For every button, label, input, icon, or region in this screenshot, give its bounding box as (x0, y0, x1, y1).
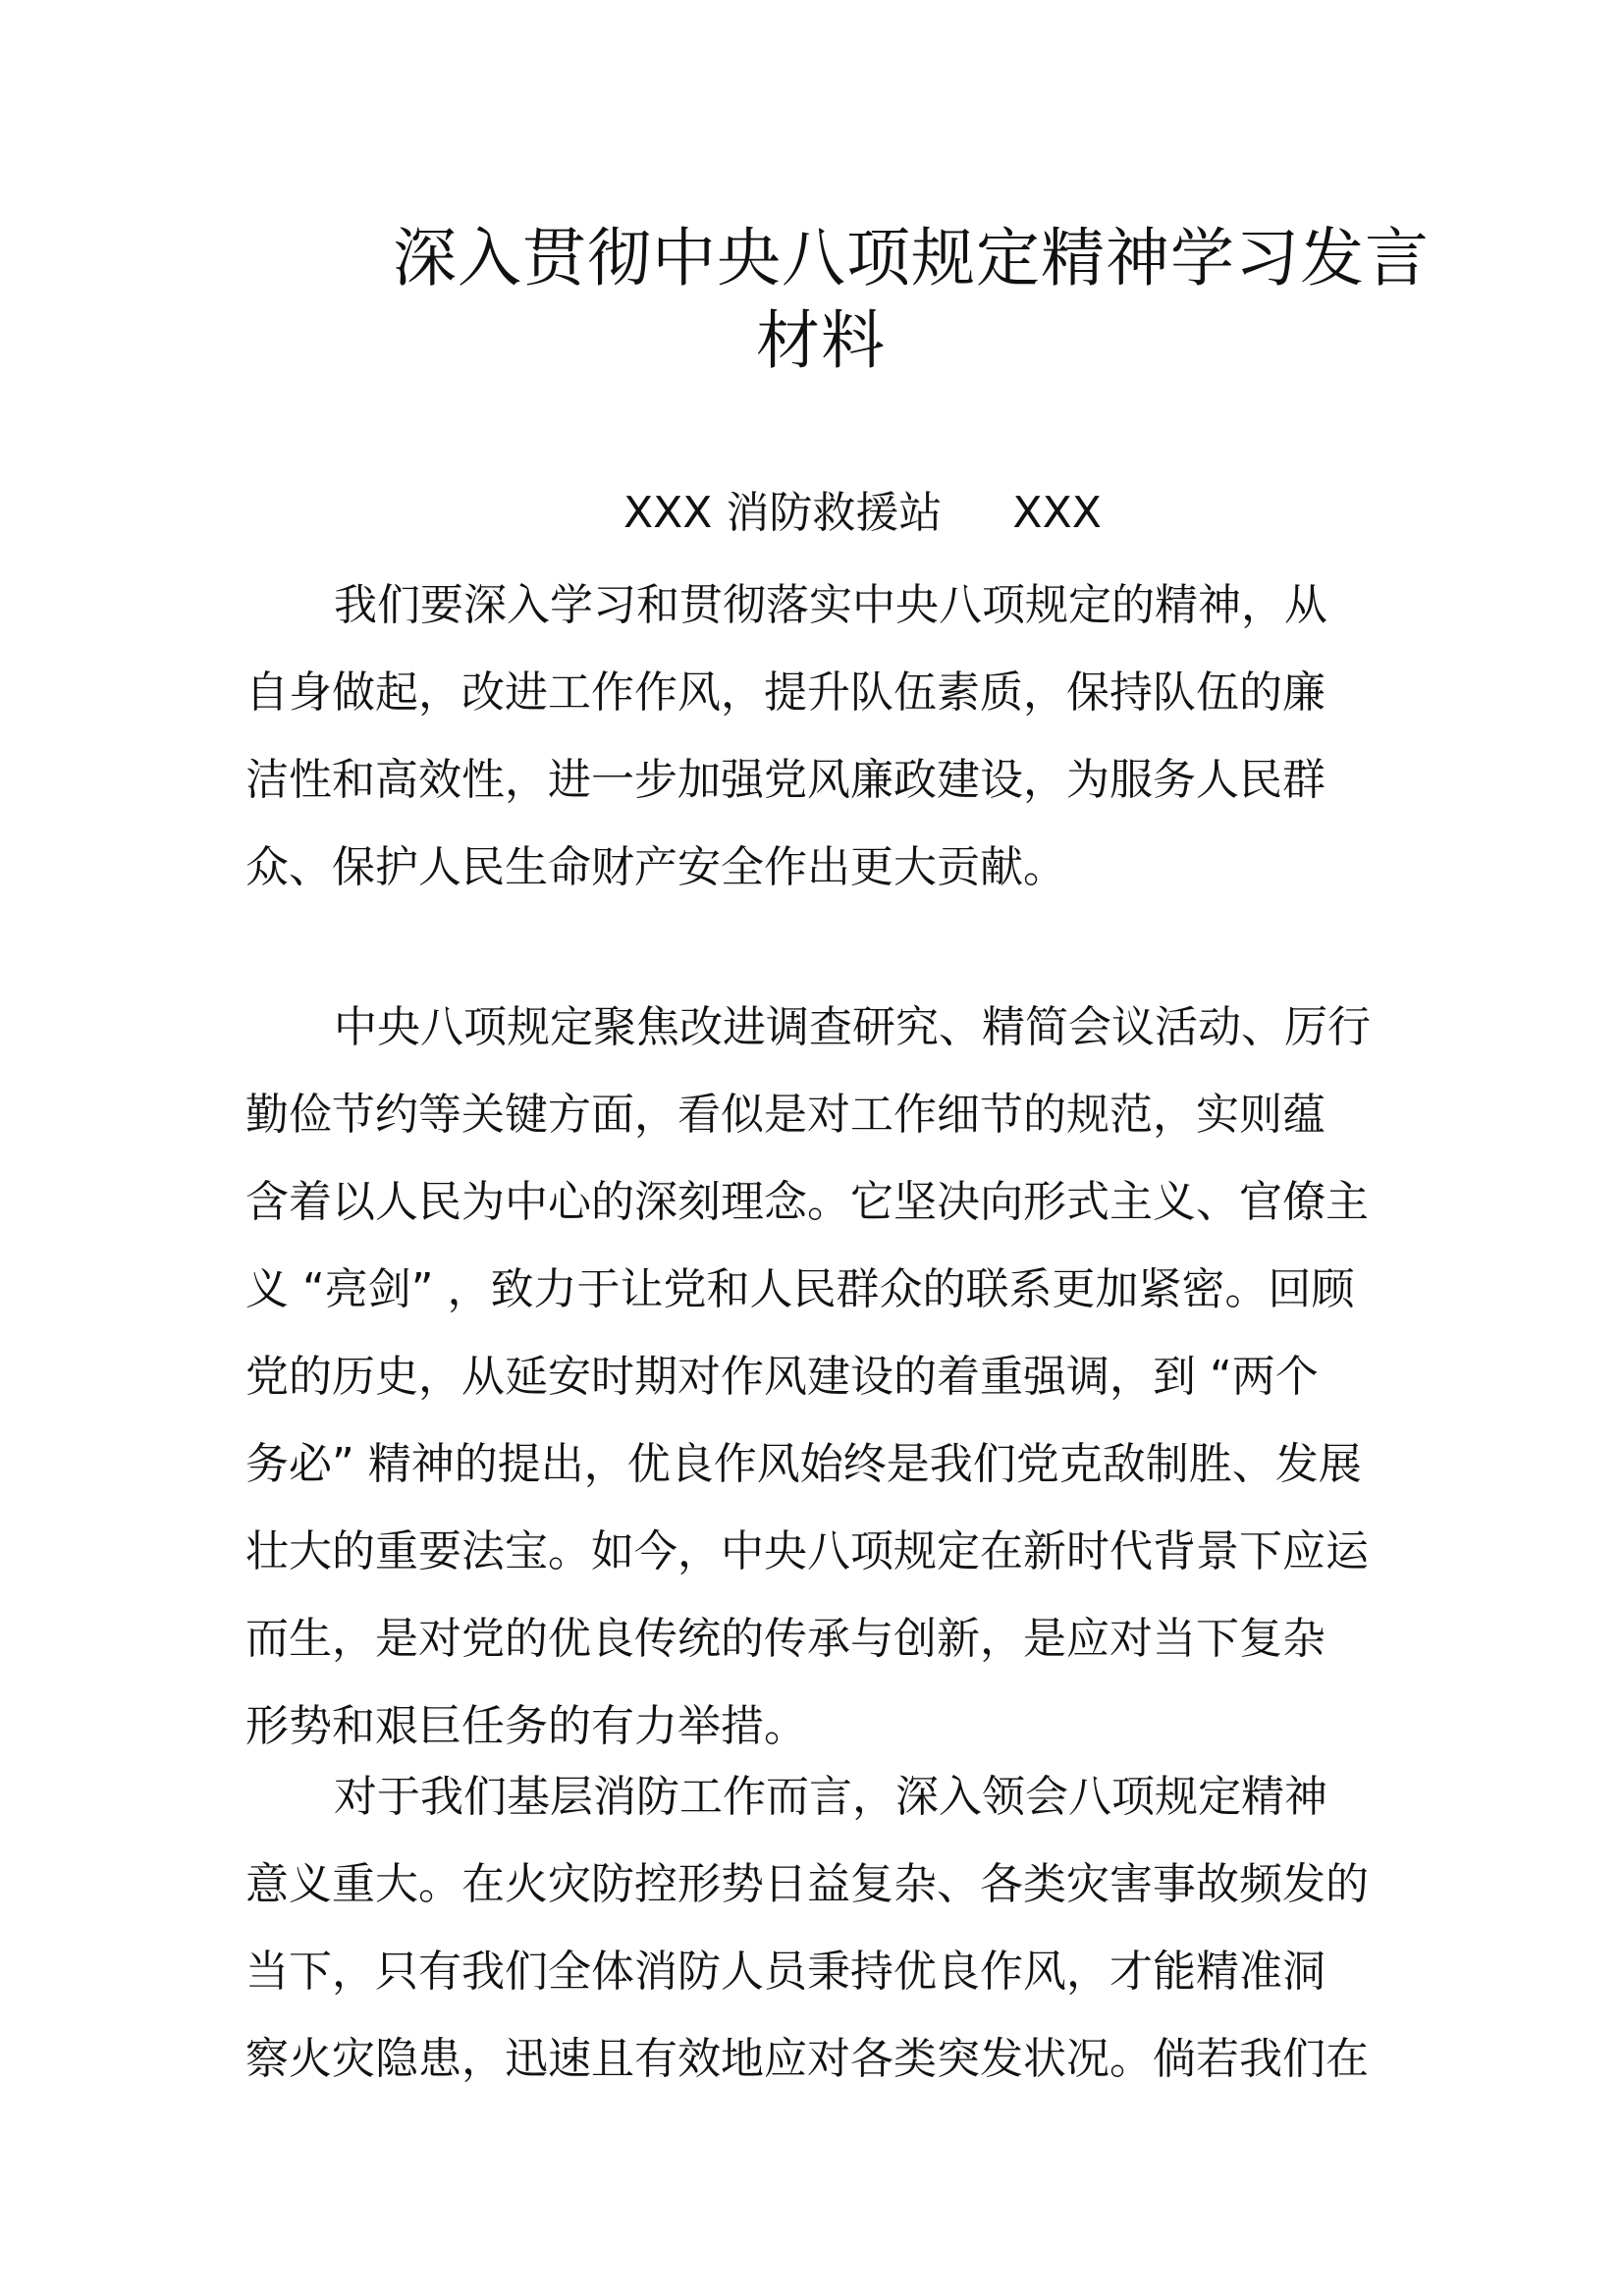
text-line: 勤俭节约等关键方面，看似是对工作细节的规范，实则蕴 (245, 1090, 1325, 1140)
text-line: 自身做起，改进工作作风，提升队伍素质，保持队伍的廉 (245, 667, 1325, 718)
text-line: 壮大的重要法宝。如今，中央八项规定在新时代背景下应运 (245, 1526, 1369, 1576)
title-line: 深入贯彻中央八项规定精神学习发言 (393, 222, 1431, 295)
text-line: 我们要深入学习和贯彻落实中央八项规定的精神，从 (334, 580, 1327, 630)
paragraph-1 (245, 561, 1394, 911)
byline (245, 479, 1384, 548)
text-line: 意义重大。在火灾防控形势日益复杂、各类灾害事故频发的 (245, 1859, 1369, 1909)
text-line: 洁性和高效性，进一步加强党风廉政建设，为服务人民群 (245, 755, 1325, 805)
paragraph-2 (245, 984, 1394, 1770)
byline-organization: XXX 消防救援站 (623, 488, 943, 538)
title-line: 材料 (756, 304, 887, 378)
text-line: 众、保护人民生命财产安全作出更大贡献。 (245, 842, 1066, 892)
text-line: 而生，是对党的优良传统的传承与创新，是应对当下复杂 (245, 1614, 1325, 1664)
text-line: 对于我们基层消防工作而言，深入领会八项规定精神 (334, 1772, 1327, 1822)
text-line: 党的历史，从延安时期对作风建设的着重强调，到 “两个 (245, 1352, 1319, 1402)
text-line: 务必” 精神的提出，优良作风始终是我们党克敌制胜、发展 (245, 1439, 1362, 1489)
byline-author: XXX (1012, 488, 1102, 538)
text-line: 义 “亮剑” ，致力于让党和人民群众的联系更加紧密。回顾 (245, 1264, 1355, 1314)
paragraph-3 (245, 1753, 1394, 2103)
document-title (245, 218, 1431, 383)
text-line: 当下，只有我们全体消防人员秉持优良作风，才能精准洞 (245, 1947, 1325, 1997)
text-line: 察火灾隐患，迅速且有效地应对各类突发状况。倘若我们在 (245, 2034, 1369, 2084)
text-line: 含着以人民为中心的深刻理念。它坚决向形式主义、官僚主 (245, 1177, 1369, 1227)
text-line: 中央八项规定聚焦改进调查研究、精简会议活动、厉行 (334, 1002, 1371, 1052)
text-line: 形势和艰巨任务的有力举措。 (245, 1701, 807, 1751)
